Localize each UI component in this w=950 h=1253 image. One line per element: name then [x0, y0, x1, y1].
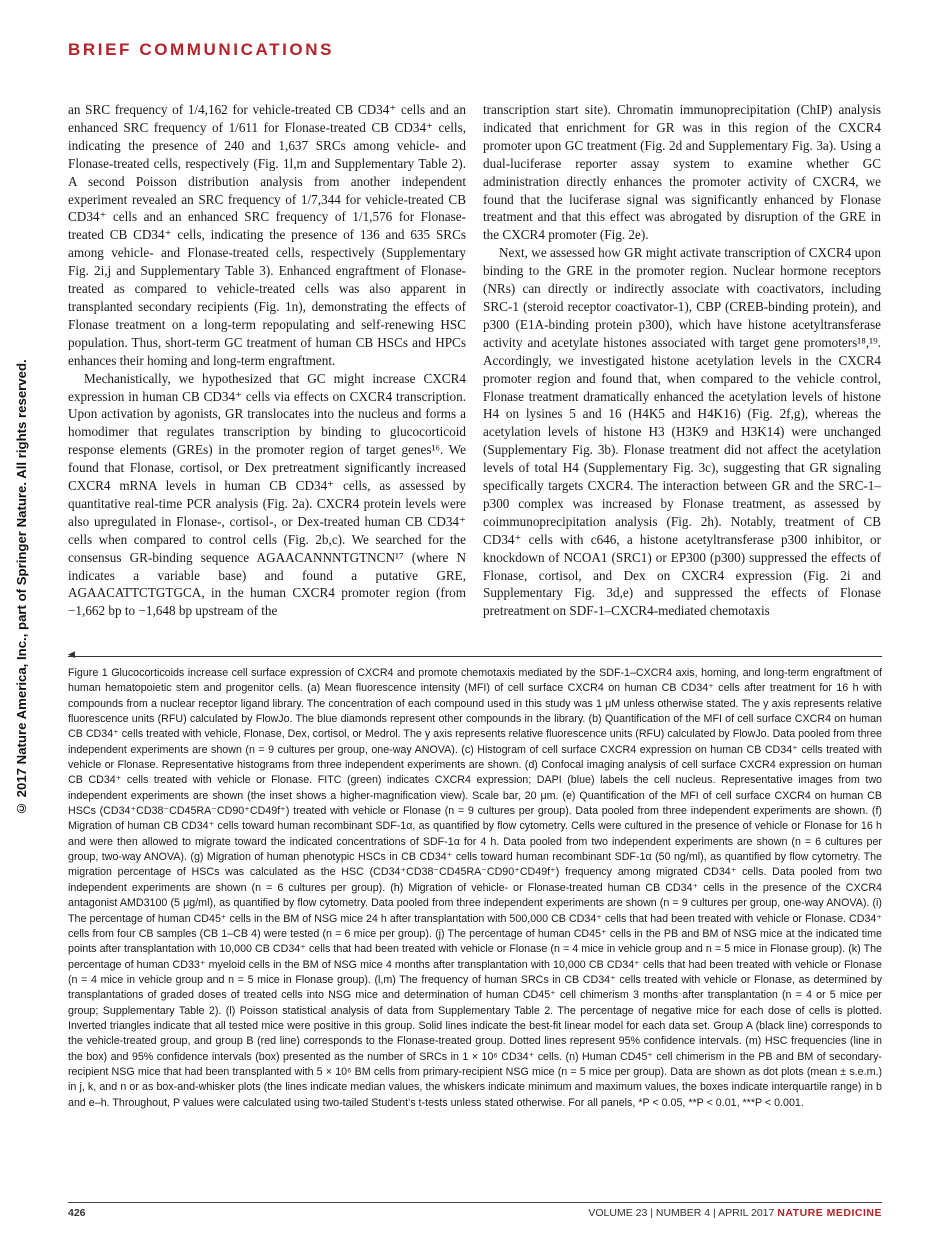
caption-marker-icon: ◀	[68, 650, 75, 660]
footer-divider	[68, 1202, 882, 1203]
page-number: 426	[68, 1207, 86, 1219]
journal-name: NATURE MEDICINE	[777, 1207, 882, 1219]
body-column-left	[68, 101, 466, 620]
figure-caption	[68, 666, 882, 1111]
body-paragraph: Mechanistically, we hypothesized that GC might increase CXCR4 expression in human CB CD34⁺ cells via effects on CXCR4 transcription. Upon activation by agonists, GR translocates into the nucleus and forms a homodimer that regulates transcription by binding to glucocorticoid response elements (GREs) in the promoter region of target genes¹⁶. We found that Flonase, cortisol, or Dex pretreatment significantly increased CXCR4 mRNA levels in human CB CD34⁺ cells, as assessed by quantitative real-time PCR analysis (Fig. 2a). CXCR4 protein levels were also upregulated in Flonase-, cortisol-, or Dex-treated human CB CD34⁺ cells when compared to control cells (Fig. 2b,c). We searched for the consensus GR-binding sequence AGAACANNNTGTNCN¹⁷ (where N indicates a variable base) and found a putative GRE, AGAACATTCTGTGCA, in the human CXCR4 promoter region (from −1,662 bp to −1,648 bp upstream of the	[68, 370, 466, 619]
issue-text: VOLUME 23 | NUMBER 4 | APRIL 2017	[588, 1207, 775, 1219]
figure-caption-text: Figure 1 Glucocorticoids increase cell surface expression of CXCR4 and promote chemotaxis mediated by the SDF-1–CXCR4 axis, homing, and long-term engraftment of human hematopoietic stem and progenitor cells. (a) Mean fluorescence intensity (MFI) of cell surface CXCR4 on human CB CD34⁺ cells after treatment for 16 h with compounds from a nuclear receptor ligand library. The concentration of each compound used in this study was 1 μM unless otherwise stated. The y axis represents relative fluorescence units (RFU) calculated by FlowJo. The blue diamonds represent other compounds in the library. (b) Quantification of the MFI of cell surface CXCR4 on human CB CD34⁺ cells treated with vehicle, Flonase, Dex, cortisol, or Medrol. The y axis represents relative fluorescence units (RFU) calculated by FlowJo. Data pooled from three independent experiments are shown (n = 9 cultures per group, one-way ANOVA). (c) Histogram of cell surface CXCR4 expression on human CB CD34⁺ cells treated with vehicle or Flonase. Representative histograms from three independent experiments are shown. (d) Confocal imaging analysis of cell surface CXCR4 expression on human CB CD34⁺ cells treated with vehicle or Flonase. FITC (green) indicates CXCR4 expression; DAPI (blue) labels the cell nucleus. Representative images from two independent experiments are shown (the inset shows a higher-magnification view). Scale bar, 20 μm. (e) Quantification of the MFI of cell surface CXCR4 on human CB HSCs (CD34⁺CD38⁻CD45RA⁻CD90⁺CD49f⁺) treated with vehicle or Flonase (n = 9 cultures per group). Data pooled from three independent experiments are shown. (f) Migration of human CB CD34⁺ cells toward human recombinant SDF-1α, as quantified by flow cytometry. Cells were cultured in the presence of vehicle or Flonase for 16 h and were then allowed to migrate toward the indicated concentrations of SDF-1α for 4 h. Data pooled from two independent experiments are shown (n = 6 cultures per group, two-way ANOVA). (g) Migration of human phenotypic HSCs in CB CD34⁺ cells toward human recombinant SDF-1α (50 ng/ml), as quantified by flow cytometry. The migration percentage of HSCs was calculated as the HSC (CD34⁺CD38⁻CD45RA⁻CD90⁺CD49f⁺) frequency among migrated CD34⁺ cells. Data pooled from two independent experiments are shown (n = 6 cultures per group). (h) Migration of vehicle- or Flonase-treated human CB CD34⁺ cells in the presence of the CXCR4 antagonist AMD3100 (5 μg/ml), as quantified by flow cytometry. Data pooled from three independent experiments are shown (n = 9 cultures per group, one-way ANOVA). (i) The percentage of human CD45⁺ cells in the BM of NSG mice 24 h after transplantation with 500,000 CB CD34⁺ cells that had been treated with vehicle or Flonase. CD34⁺ cells from four CB samples (CB 1–CB 4) were tested (n = 6 mice per group). (j) The percentage of human CD45⁺ cells in the PB and BM of NSG mice at the indicated time points after transplantation with 10,000 CB CD34⁺ cells that had been treated with vehicle or Flonase (n = 4 mice in vehicle group and n = 5 mice in Flonase group). (k) The percentage of human CD33⁺ myeloid cells in the BM of NSG mice 4 months after transplantation with 10,000 CB CD34⁺ cells that had been treated with vehicle or Flonase (n = 4 mice in vehicle group and n = 5 mice in Flonase group). (l,m) The frequency of human SRCs in CB CD34⁺ cells treated with vehicle or Flonase, as determined by transplantations of graded doses of treated cells into NSG mice and determination of human CD45⁺ cell chimerism 3 months after transplantation (n = 4 or 5 mice per group; Supplementary Table 2). (l) Poisson statistical analysis of data from Supplementary Table 2. The percentage of negative mice for each dose of cells is plotted. Inverted triangles indicate that all tested mice were positive in this group. Solid lines indicate the best-fit linear model for each data set. Group A (black line) corresponds to the vehicle-treated group, and group B (red line) corresponds to the Flonase-treated group. Dotted lines represent 95% confidence intervals. (m) HSC frequencies (line in the box) and 95% confidence intervals (box) presented as the number of SRCs in 1 × 10⁶ CD34⁺ cells. (n) Human CD45⁺ cell chimerism in the PB and BM of secondary-recipient NSG mice that had been transplanted with 5 × 10⁶ BM cells from primary-recipient NSG mice (n = 5 mice per group). Data are shown as dot plots (mean ± s.e.m.) in j, k, and n or as box-and-whisker plots (the lines indicate median values, the whiskers indicate minimum and maximum values, the boxes indicate interquartile range) in b and e–h. Throughout, P values were calculated using two-tailed Student’s t-tests unless stated otherwise. For all panels, *P < 0.05, **P < 0.01, ***P < 0.001.	[68, 667, 882, 1109]
copyright-notice: © 2017 Nature America, Inc., part of Springer Nature. All rights reserved.	[14, 359, 29, 816]
body-paragraph: transcription start site). Chromatin immunoprecipitation (ChIP) analysis indicated that enrichment for GR was in this region of the CXCR4 promoter upon GC treatment (Fig. 2d and Supplementary Fig. 3a). Using a dual-luciferase reporter assay system to examine whether GC administration directly enhances the promoter activity of CXCR4, we found that the luciferase signal was significantly enhanced by Flonase treatment and that this effect was abrogated by disruption of the GRE in the CXCR4 promoter (Fig. 2e).	[483, 102, 881, 243]
issue-info	[588, 1207, 882, 1219]
caption-divider	[68, 656, 882, 657]
body-paragraph: Next, we assessed how GR might activate transcription of CXCR4 upon binding to the GRE in the promoter region. Nuclear hormone receptors (NRs) can directly or indirectly associate with coactivators, including SRC-1 (steroid receptor coactivator-1), CBP (CREB-binding protein), and p300 (E1A-binding protein p300), which have histone acetyltransferase activity and acetylate histones associated with target gene promoters¹⁸,¹⁹. Accordingly, we investigated histone acetylation levels in the CXCR4 promoter region and found that, when compared to the vehicle control, Flonase treatment dramatically enhanced the acetylation levels of histone H4 on lysines 5 and 16 (H4K5 and H4K16) (Fig. 2f,g), whereas the acetylation levels of histone H3 (H3K9 and H3K14) were unchanged (Supplementary Fig. 3b). Flonase treatment did not affect the acetylation levels of total H4 (Supplementary Fig. 3c), suggesting that GR signaling specifically targets CXCR4. The interaction between GR and the SRC-1–p300 complex was increased by Flonase treatment, as assessed by coimmunoprecipitation analysis (Fig. 2h). Notably, treatment of CB CD34⁺ cells with c646, a histone acetyltransferase p300 inhibitor, or knockdown of NCOA1 (SRC1) or EP300 (p300) suppressed the effects of Flonase, cortisol, and Dex on CXCR4 expression (Fig. 2i and Supplementary Fig. 3d,e) and suppressed the effects of Flonase pretreatment on SDF-1–CXCR4-mediated chemotaxis	[483, 245, 881, 619]
body-column-right	[483, 101, 881, 620]
section-heading: BRIEF COMMUNICATIONS	[68, 40, 335, 59]
body-paragraph: an SRC frequency of 1/4,162 for vehicle-treated CB CD34⁺ cells and an enhanced SRC frequency of 1/611 for Flonase-treated CB CD34⁺ cells, indicating the presence of 240 and 1,637 SRCs among vehicle- and Flonase-treated cells, respectively (Fig. 1l,m and Supplementary Table 2). A second Poisson distribution analysis from another independent experiment revealed an SRC frequency of 1/7,344 for vehicle-treated CB CD34⁺ cells and an enhanced SRC frequency of 1/1,576 for Flonase-treated CB CD34⁺ cells, indicating the presence of 136 and 635 SRCs among vehicle- and Flonase-treated cells, respectively (Supplementary Fig. 2i,j and Supplementary Table 3). Enhanced engraftment of Flonase-treated as compared to vehicle-treated cells was also apparent in transplanted secondary recipients (Fig. 1n), demonstrating the effects of Flonase treatment on a long-term repopulating and self-renewing HSC population. Thus, short-term GC treatment of human CB HSCs and HPCs enhances their homing and long-term engraftment.	[68, 102, 466, 368]
